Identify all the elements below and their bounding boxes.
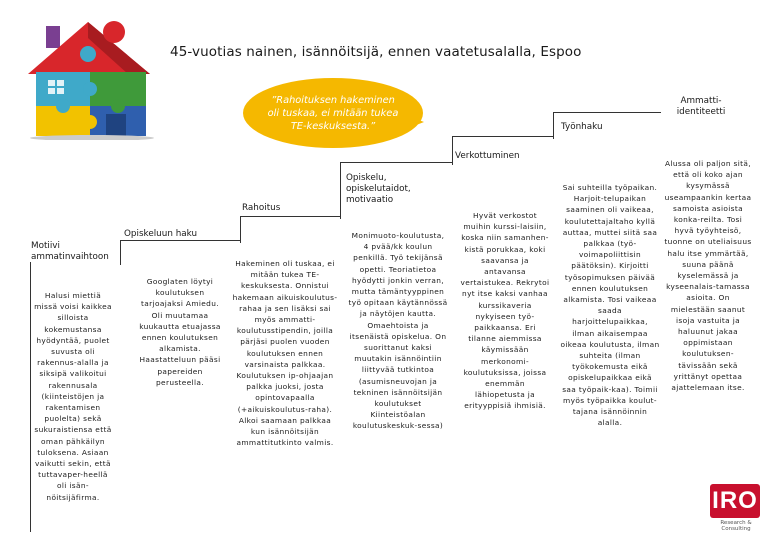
step-label-motivation: Motiivi ammatinvaihtoon	[31, 241, 109, 262]
column-motivation-text: Halusi miettiä missä voisi kaikkea silloista kokemustansa hyödyntää, puolet suvusta oli rakennus-alalla ja siksipä valikoitui rakennusala (kiinteistöjen ja rakentamisen puolelta) sekä sukuraistiensa että oman pähkäilyn tuloksena. Asiaan vaikutti sekin, että tuttavaper-heellä oli isän-nöitsijäfirma.	[34, 291, 112, 502]
column-funding-text: Hakeminen oli tuskaa, ei mitään tukea TE-keskuksesta. Onnistui hakemaan aikuiskoulutus-rahaa ja sen lisäksi sai myös ammatti-koulutusstipendin, joilla pärjäsi puolen vuoden koulutuksen ennen varsinaista palkkaa. Koulutuksen ip-ohjaajan palkka juoksi, josta opintovapaalla (+aikuiskoulutus-raha). Alkoi saamaan palkkaa kun isännöitsijän ammattitutkinto valmis.	[232, 259, 338, 448]
column-identity-text: Alussa oli paljon sitä, että oli koko ajan kysymässä useampaankin kertaa samoista asioista konka-reilta. Tosi hyvä työyhteisö, tuonne on uteliaisuus halu itse ymmärtää, suuna päänä kyselemässä ja kyseenalais-tamassa asioita. On mielestään saanut isoja vastuita ja haluunut jakaa oppimistaan koulutuksen-tävissään sekä yrittänyt opettaa ajattelemaan itse.	[664, 159, 752, 393]
quote-text: ”Rahoituksen hakeminen oli tuskaa, ei mitään tukea TE-keskuksesta.”	[267, 94, 399, 132]
speech-bubble	[243, 78, 423, 148]
iro-logo	[706, 484, 764, 530]
step-line-identity	[659, 112, 661, 113]
step-label-identity: Ammatti-identiteetti	[676, 96, 726, 117]
step-label-funding: Rahoitus	[242, 203, 281, 213]
step-label-study: Opiskelu, opiskelutaidot, motivaatio	[346, 173, 411, 205]
logo-subtitle: Research & Consulting	[720, 520, 752, 532]
logo-mark: IRO	[710, 484, 760, 518]
puzzle-house-icon	[18, 12, 166, 140]
column-search-text: Googlaten löytyi koulutuksen tarjoajaksi Amiedu. Oli muutamaa kuukautta etuajassa ennen koulutuksen alkamista. Haastatteluun pääsi papereiden perusteella.	[139, 277, 221, 387]
step-line-search	[120, 240, 241, 265]
column-jobsearch-text: Sai suhteilla työpaikan. Harjoit-telupaikan saaminen oli vaikeaa, koulutettajaltaho kyllä auttaa, muttei siitä saa palkkaa (työ-voimapoliittisin päätöksin). Kirjoitti työsopimuksen päivää ennen koulutuksen alkamista. Tosi vaikeaa saada harjoittelupaikkaa, ilman aikaisempaa oikeaa koulutusta, ilman suhteita (ilman työkokemusta eikä opiskelupaikkaa eikä saa työpaik-kaa). Toimii myös työpaikka koulut-tajana isännöinnin alalla.	[560, 183, 660, 428]
column-study-text: Monimuoto-koulutusta, 4 pvää/kk koulun penkillä. Työ tekijänsä opetti. Teoriatietoa hyödytti jonkin verran, mutta tämäntyyppinen työ opitaan käytännössä ja näytöjen kautta. Omaehtoista ja itsenäistä opiskelua. On suorittanut kaksi muutakin isännöintiin liittyvää tutkintoa (asumisneuvojan ja tekninen isännöitsijän koulutukset Kiinteistöalan koulutuskeskuk-sessa)	[348, 231, 448, 431]
step-label-network: Verkottuminen	[455, 151, 520, 161]
step-label-jobsearch: Työnhaku	[561, 122, 603, 132]
step-label-search: Opiskeluun haku	[124, 229, 198, 239]
step-line-funding	[240, 216, 341, 243]
column-network-text: Hyvät verkostot muihin kurssi-laisiin, koska niin samanhen-kistä porukkaa, koki saavansa ja antavansa vertaistukea. Rekrytoi nyt itse kaksi vanhaa kurssikaveria nykyiseen työ-paikkaansa. Eri tilanne aiemmissa käymissään merkonomi-koulutuksissa, joissa enemmän lähiopetusta ja erityyppisiä ihmisiä.	[460, 211, 550, 411]
page-title: 45-vuotias nainen, isännöitsijä, ennen vaatetusalalla, Espoo	[170, 44, 582, 60]
